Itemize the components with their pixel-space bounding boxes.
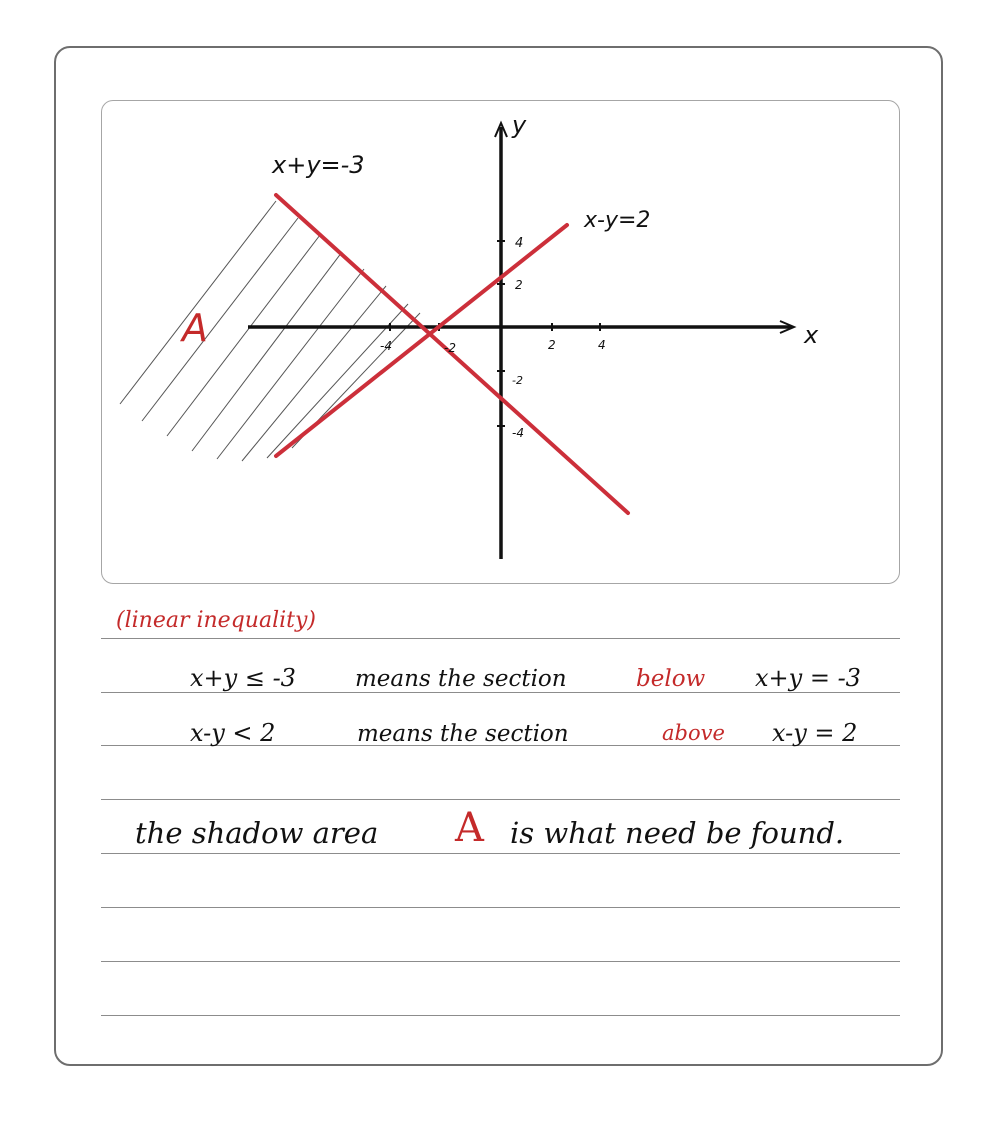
x-tick-label: 4 xyxy=(598,338,606,352)
tick-marks xyxy=(390,241,600,426)
ruled-line xyxy=(101,799,900,800)
x-tick-label: 2 xyxy=(548,338,556,352)
row2-inequality: x-y < 2 xyxy=(190,719,276,747)
conclusion-prefix: the shadow area xyxy=(135,816,379,850)
row1-equation: x+y = -3 xyxy=(755,664,861,692)
ruled-line xyxy=(101,638,900,639)
ruled-line xyxy=(101,961,900,962)
hatch-line xyxy=(217,269,364,459)
notes-heading: (linear inequality) xyxy=(116,608,316,633)
ruled-line xyxy=(101,1015,900,1016)
y-tick-label: -4 xyxy=(512,426,524,440)
hatch-line xyxy=(120,201,276,404)
line1-label: x+y=-3 xyxy=(272,151,365,179)
y-tick-label: -2 xyxy=(512,374,523,387)
line2-label: x-y=2 xyxy=(584,208,651,233)
x-axis-label: x xyxy=(804,321,819,349)
x-tick-label: -4 xyxy=(380,339,392,353)
row1-direction-word: below xyxy=(636,666,706,692)
region-a-label: A xyxy=(182,306,208,350)
row1-inequality: x+y ≤ -3 xyxy=(190,664,296,692)
row2-direction-word: above xyxy=(662,721,725,745)
ruled-line xyxy=(101,907,900,908)
graph-svg xyxy=(102,101,900,584)
conclusion-region-label: A xyxy=(455,805,484,851)
ruled-line xyxy=(101,853,900,854)
x-tick-label: -2 xyxy=(444,341,456,355)
conclusion-suffix: is what need be found. xyxy=(510,816,845,850)
y-tick-label: 4 xyxy=(515,236,524,251)
hatch-shading xyxy=(120,201,420,461)
row2-equation: x-y = 2 xyxy=(772,719,858,747)
row1-text: means the section xyxy=(355,666,567,692)
ruled-line xyxy=(101,692,900,693)
graph-panel xyxy=(101,100,900,584)
hatch-line xyxy=(142,218,298,421)
y-axis-label: y xyxy=(512,111,527,139)
y-tick-label: 2 xyxy=(515,278,523,292)
hatch-line xyxy=(242,286,386,461)
row2-text: means the section xyxy=(357,721,569,747)
line-x-minus-y xyxy=(276,225,567,456)
